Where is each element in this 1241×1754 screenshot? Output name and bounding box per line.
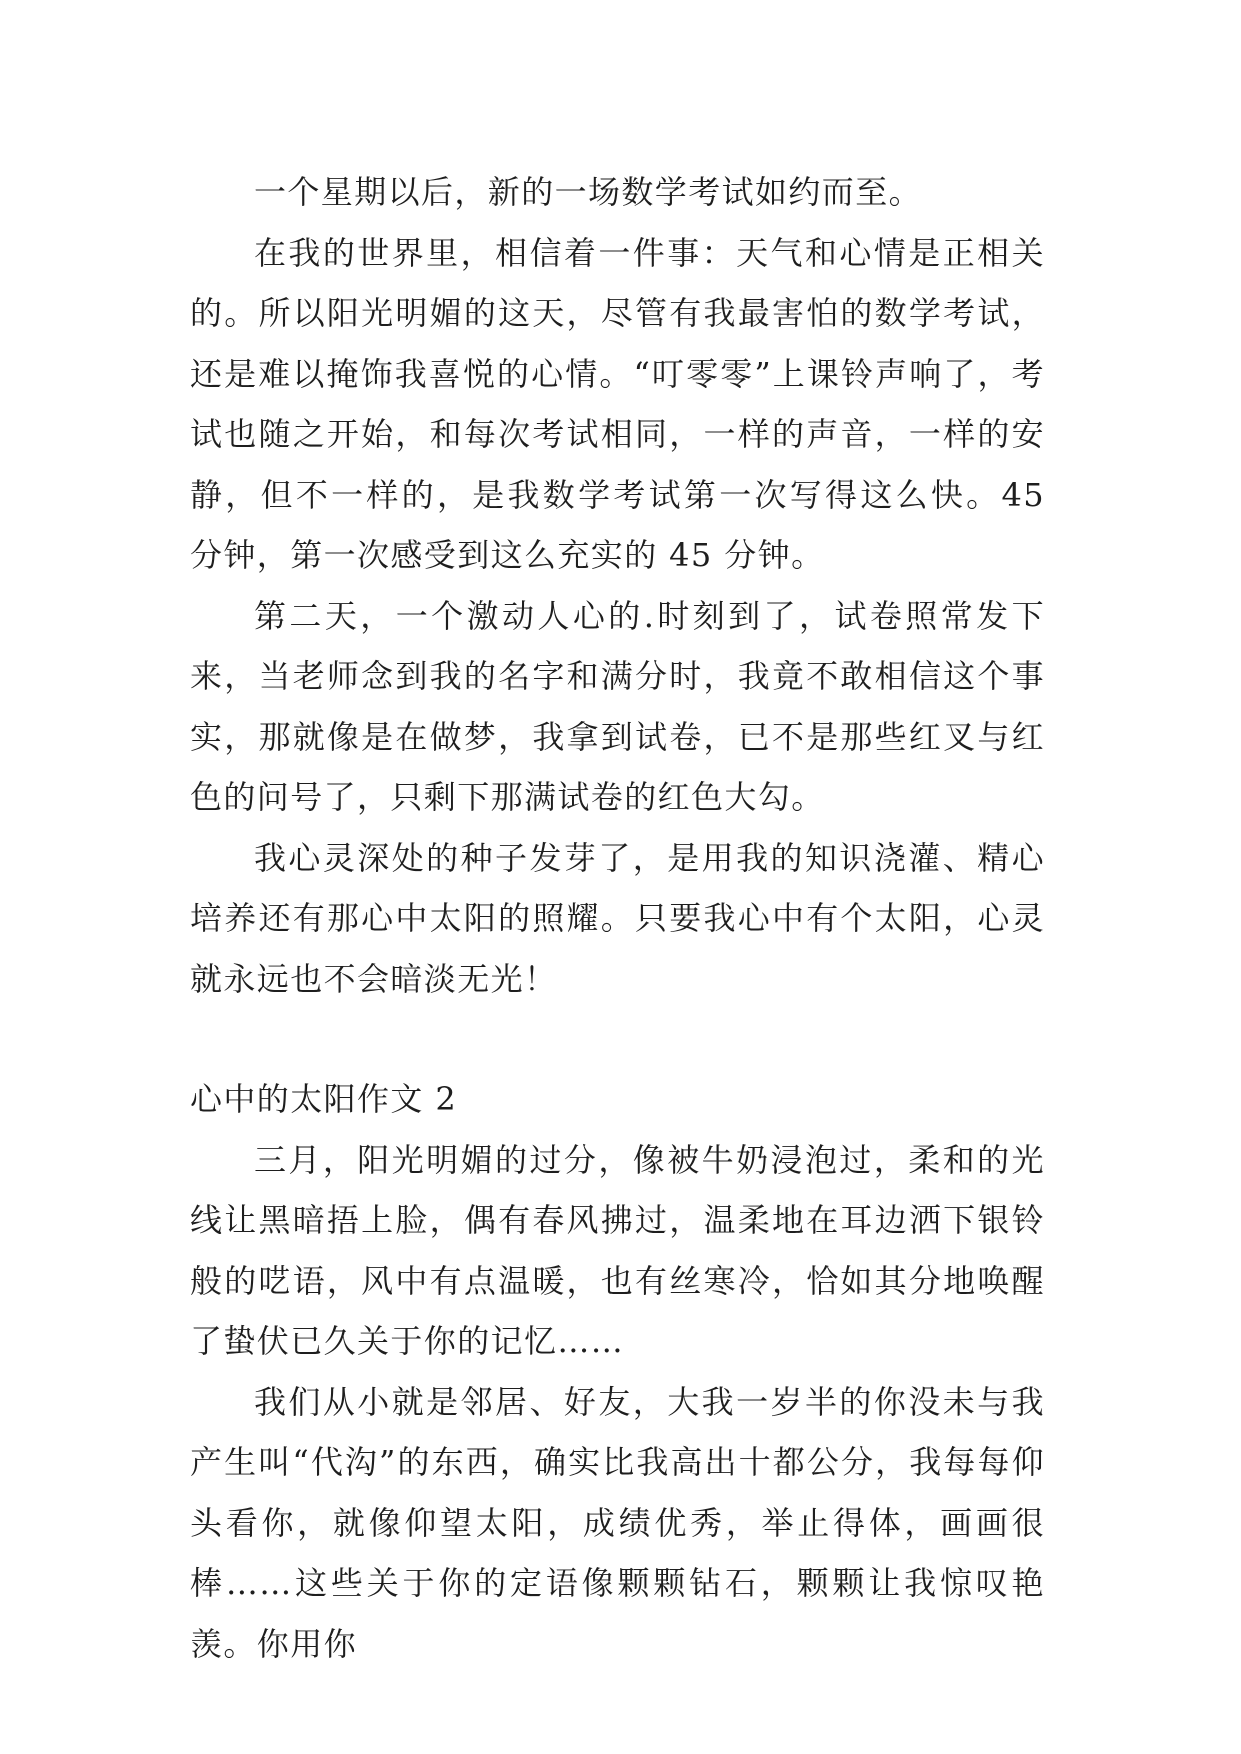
- section-spacer: [190, 1009, 1045, 1069]
- paragraph: 我们从小就是邻居、好友，大我一岁半的你没未与我产生叫“代沟”的东西，确实比我高出十都公分，我每每仰头看你，就像仰望太阳，成绩优秀，举止得体，画画很棒……这些关于你的定语像颗颗钻石，颗颗让我惊叹艳羡。你用你: [190, 1382, 1045, 1663]
- paragraph: 在我的世界里，相信着一件事：天气和心情是正相关的。所以阳光明媚的这天，尽管有我最害怕的数学考试，还是难以掩饰我喜悦的心情。“叮零零”上课铃声响了，考试也随之开始，和每次考试相同，一样的声音，一样的安静，但不一样的，是我数学考试第一次写得这么快。45 分钟，第一次感受到这么充实的 45 分钟。: [190, 233, 1045, 574]
- paragraph: 三月，阳光明媚的过分，像被牛奶浸泡过，柔和的光线让黑暗捂上脸，偶有春风拂过，温柔地在耳边洒下银铃般的呓语，风中有点温暖，也有丝寒冷，恰如其分地唤醒了蛰伏已久关于你的记忆……: [190, 1140, 1045, 1360]
- paragraph: 我心灵深处的种子发芽了，是用我的知识浇灌、精心培养还有那心中太阳的照耀。只要我心中有个太阳，心灵就永远也不会暗淡无光！: [190, 838, 1045, 998]
- document-body: [190, 162, 1045, 1674]
- section-title: 心中的太阳作文 2: [190, 1080, 458, 1118]
- paragraph: 一个星期以后，新的一场数学考试如约而至。: [254, 173, 923, 211]
- paragraph: 第二天，一个激动人心的.时刻到了，试卷照常发下来，当老师念到我的名字和满分时，我竟不敢相信这个事实，那就像是在做梦，我拿到试卷，已不是那些红叉与红色的问号了，只剩下那满试卷的红色大勾。: [190, 596, 1045, 816]
